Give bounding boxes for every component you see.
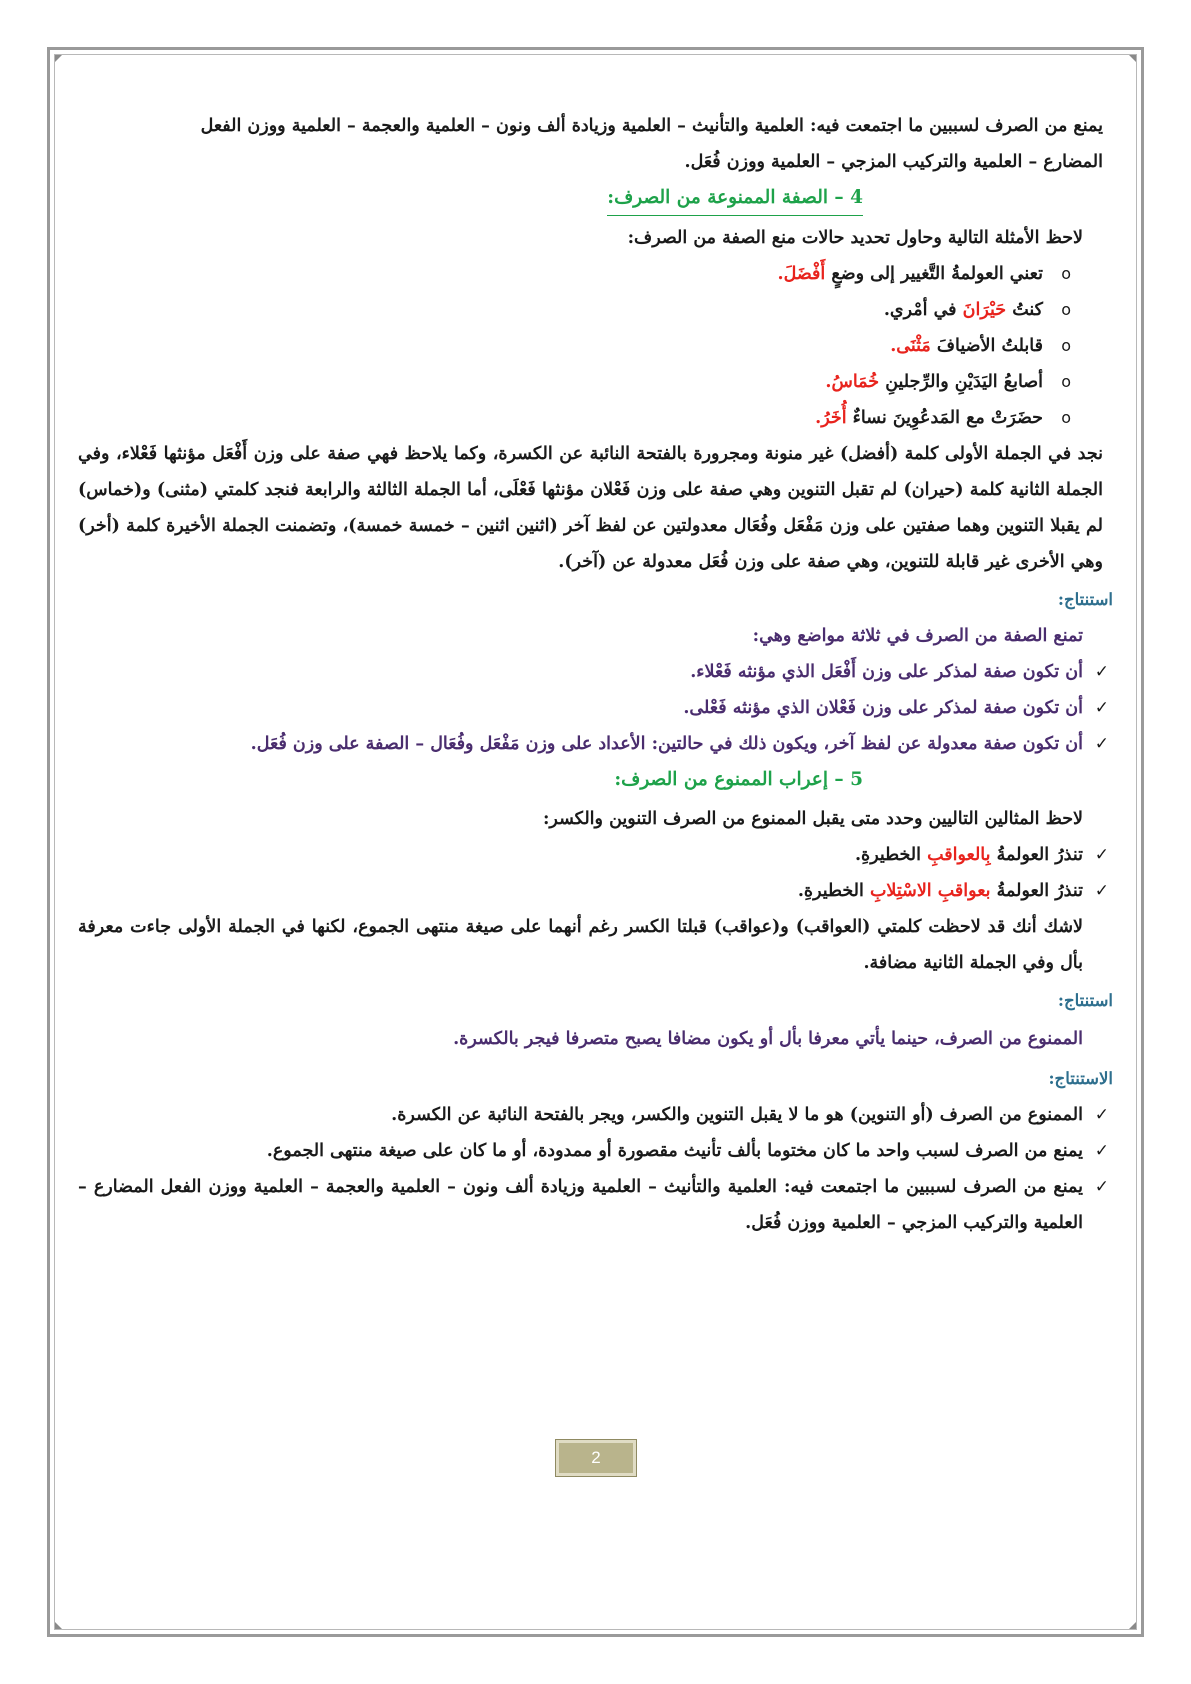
section-5-heading: 5 – إعراب الممنوع من الصرف: (614, 769, 863, 790)
page-content (78, 108, 1113, 1241)
highlighted-word: أُخَرُ (821, 408, 847, 428)
conclusion-item: ✓ أن تكون صفة معدولة عن لفظ آخر، ويكون ذلك في حالتين: الأعداد على وزن مَفْعَل وفُعَال – الصفة على وزن فُعَل. (78, 726, 1113, 762)
intro-line: يمنع من الصرف لسببين ما اجتمعت فيه: العلمية والتأنيث – العلمية وزيادة ألف ونون – العلمية والعجمة – العلمية ووزن الفعل (200, 116, 1103, 136)
circle-bullet-icon: o (1061, 372, 1071, 391)
example-item: ✓ تنذرُ العولمةُ بِالعواقبِ الخطيرةِ. (78, 837, 1113, 873)
highlighted-word: بِالعواقبِ (927, 845, 991, 865)
conclusion-list (78, 654, 1113, 762)
final-conclusion-list (78, 1097, 1113, 1241)
final-conclusion-item: ✓ يمنع من الصرف لسببين ما اجتمعت فيه: العلمية والتأنيث – العلمية وزيادة ألف ونون – العلمية والعجمة – العلمية ووزن الفعل المضارع – العلمية والتركيب المزجي – العلمية ووزن فُعَل. (78, 1169, 1113, 1241)
final-conclusion-item: ✓ الممنوع من الصرف (أو التنوين) هو ما لا يقبل التنوين والكسر، ويجر بالفتحة النائبة عن الكسرة. (78, 1097, 1113, 1133)
highlighted-word: أَفْضَلَ (783, 264, 826, 284)
conclusion-item: ✓ أن تكون صفة لمذكر على وزن فَعْلان الذي مؤنثه فَعْلى. (78, 690, 1113, 726)
check-icon: ✓ (1094, 1105, 1109, 1125)
page-number-badge: 2 (556, 1440, 636, 1476)
corner-ornament (55, 55, 62, 62)
section-4-explanation: نجد في الجملة الأولى كلمة (أفضل) غير منونة ومجرورة بالفتحة النائبة عن الكسرة، وكما يلاحظ فهي صفة على وزن أَفْعَل مؤنثها فَعْلاء، وفي الجملة الثانية كلمة (حيران) لم تقبل التنوين وهي صفة على وزن فَعْلان مؤنثها فَعْلَى، أما الجملة الثالثة والرابعة فنجد كلمتي (مثنى) و(خماس) لم يقبلا التنوين وهما صفتين على وزن مَفْعَل وفُعَال معدولتين عن لفظ آخر (اثنين اثنين – خمسة خمسة)، وتضمنت الجملة الأخيرة كلمة (أخر) وهي الأخرى غير قابلة للتنوين، وهي صفة على وزن فُعَل معدولة عن (آخر). (78, 444, 1103, 572)
conclusion-label: استنتاج: (1057, 991, 1113, 1010)
example-item: ✓ تنذرُ العولمةُ بعواقبِ الاسْتِلابِ الخطيرةِ. (78, 873, 1113, 909)
example-item: o قابلتُ الأضيافَ مَثْنَى. (78, 328, 1113, 364)
corner-ornament (1129, 55, 1136, 62)
example-item: o تعني العولمةُ التَّغيير إلى وضعٍ أَفْضَلَ. (78, 256, 1113, 292)
conclusion-label: استنتاج: (1057, 590, 1113, 609)
corner-ornament (1129, 1622, 1136, 1629)
check-icon: ✓ (1094, 1141, 1109, 1161)
check-icon: ✓ (1094, 845, 1109, 865)
highlighted-word: خُمَاسُ (831, 372, 880, 392)
section-5-explanation: لاشك أنك قد لاحظت كلمتي (العواقب) و(عواقب) قبلتا الكسر رغم أنهما على صيغة منتهى الجموع، لكنها في الجملة الأولى جاءت معرفة بأل وفي الجملة الثانية مضافة. (78, 917, 1083, 973)
section-5-instruction: لاحظ المثالين التاليين وحدد متى يقبل الممنوع من الصرف التنوين والكسر: (542, 809, 1083, 829)
check-icon: ✓ (1094, 1177, 1109, 1197)
example-item: o أصابعُ اليَدَيْنِ والرِّجلينِ خُمَاسُ. (78, 364, 1113, 400)
check-icon: ✓ (1094, 698, 1109, 718)
circle-bullet-icon: o (1061, 336, 1071, 355)
check-icon: ✓ (1094, 734, 1109, 754)
highlighted-word: حَيْرَانَ (962, 300, 1007, 320)
intro-line: المضارع – العلمية والتركيب المزجي – العلمية ووزن فُعَل. (684, 152, 1103, 172)
conclusion-text: الممنوع من الصرف، حينما يأتي معرفا بأل أو يكون مضافا يصبح متصرفا فيجر بالكسرة. (453, 1029, 1083, 1049)
circle-bullet-icon: o (1061, 264, 1071, 283)
examples-list (78, 256, 1113, 436)
conclusion-item: ✓ أن تكون صفة لمذكر على وزن أَفْعَل الذي مؤنثه فَعْلاء. (78, 654, 1113, 690)
highlighted-word: مَثْنَى (896, 336, 931, 356)
circle-bullet-icon: o (1061, 408, 1071, 427)
examples-list (78, 837, 1113, 909)
example-item: o كنتُ حَيْرَانَ في أمْري. (78, 292, 1113, 328)
example-item: o حضَرَتْ مع المَدعُوِينَ نساءٌ أُخَرُ. (78, 400, 1113, 436)
corner-ornament (55, 1622, 62, 1629)
section-4-instruction: لاحظ الأمثلة التالية وحاول تحديد حالات منع الصفة من الصرف: (627, 228, 1083, 248)
intro-paragraph (78, 108, 1113, 180)
conclusion-intro: تمنع الصفة من الصرف في ثلاثة مواضع وهي: (752, 626, 1083, 646)
highlighted-word: بعواقبِ الاسْتِلابِ (869, 881, 991, 901)
final-conclusion-item: ✓ يمنع من الصرف لسبب واحد ما كان مختوما بألف تأنيث مقصورة أو ممدودة، أو ما كان على صيغة منتهى الجموع. (78, 1133, 1113, 1169)
section-4-heading: 4 – الصفة الممنوعة من الصرف: (607, 183, 863, 216)
circle-bullet-icon: o (1061, 300, 1071, 319)
check-icon: ✓ (1094, 881, 1109, 901)
check-icon: ✓ (1094, 662, 1109, 682)
final-conclusion-label: الاستنتاج: (1048, 1069, 1113, 1088)
